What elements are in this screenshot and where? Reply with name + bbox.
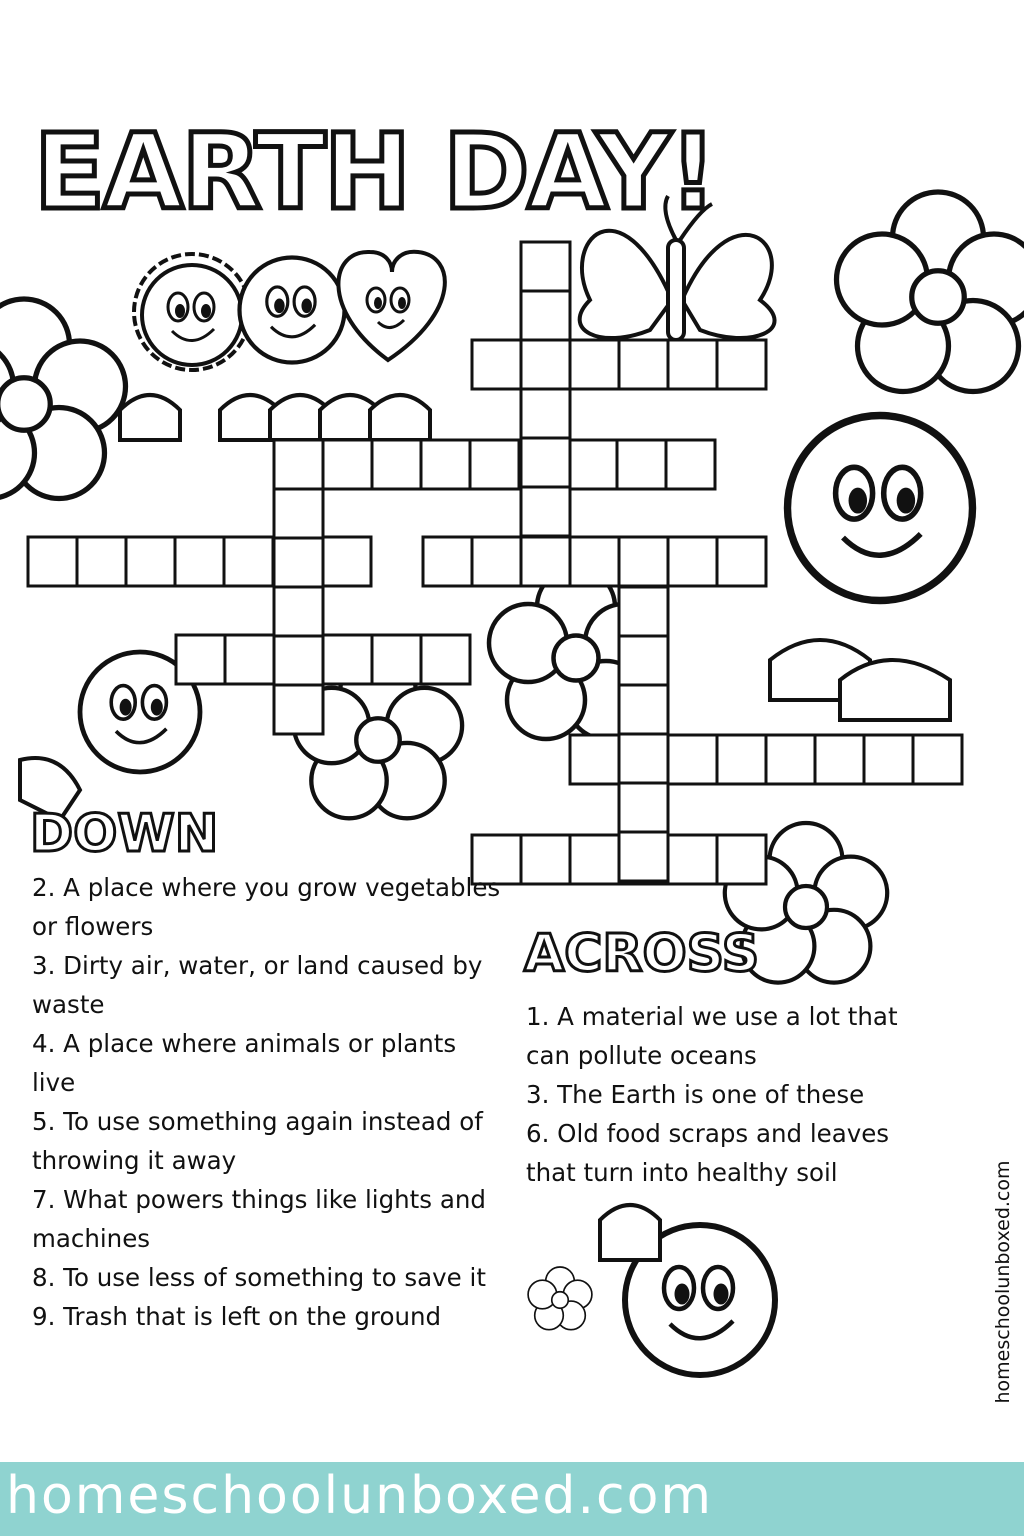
down-clue: 3. Dirty air, water, or land caused by waste <box>32 951 483 1019</box>
crossword-cell[interactable] <box>619 734 668 783</box>
crossword-cell[interactable] <box>668 340 717 389</box>
crossword-cell[interactable] <box>815 735 864 784</box>
crossword-cell[interactable] <box>570 735 619 784</box>
crossword-cell[interactable] <box>423 537 472 586</box>
across-clue: 3. The Earth is one of these <box>526 1080 865 1109</box>
across-heading: ACROSS <box>524 924 760 984</box>
earth-character-icon <box>20 652 200 820</box>
crossword-cell[interactable] <box>521 291 570 340</box>
down-clue-list <box>32 868 502 1336</box>
flower-icon <box>0 299 126 499</box>
crossword-cell[interactable] <box>666 440 715 489</box>
crossword-cell[interactable] <box>521 835 570 884</box>
crossword-cell[interactable] <box>176 635 225 684</box>
down-clue: 8. To use less of something to save it <box>32 1263 486 1292</box>
page-title: EARTH DAY! <box>34 111 715 233</box>
crossword-cell[interactable] <box>668 735 717 784</box>
crossword-cell[interactable] <box>28 537 77 586</box>
down-clue: 5. To use something again instead of throwing it away <box>32 1107 483 1175</box>
crossword-cell[interactable] <box>521 242 570 291</box>
crossword-cell[interactable] <box>717 340 766 389</box>
crossword-cell[interactable] <box>717 835 766 884</box>
crossword-cell[interactable] <box>521 340 570 389</box>
crossword-cell[interactable] <box>619 783 668 832</box>
footer-link[interactable]: homeschoolunboxed.com <box>6 1466 714 1526</box>
crossword-cell[interactable] <box>570 340 619 389</box>
crossword-cell[interactable] <box>472 340 521 389</box>
across-clue: 6. Old food scraps and leaves that turn into healthy soil <box>526 1119 890 1187</box>
crossword-cell[interactable] <box>521 389 570 438</box>
crossword-cell[interactable] <box>470 440 519 489</box>
crossword-cell[interactable] <box>274 636 323 685</box>
crossword-cell[interactable] <box>323 635 372 684</box>
crossword-cell[interactable] <box>668 537 717 586</box>
crossword-cell[interactable] <box>521 487 570 536</box>
down-clue: 7. What powers things like lights and machines <box>32 1185 486 1253</box>
crossword-cell[interactable] <box>766 735 815 784</box>
heart-character-icon <box>320 252 445 440</box>
crossword-cell[interactable] <box>619 636 668 685</box>
crossword-cell[interactable] <box>668 835 717 884</box>
crossword-cell[interactable] <box>274 587 323 636</box>
crossword-cell[interactable] <box>225 635 274 684</box>
crossword-cell[interactable] <box>717 537 766 586</box>
crossword-cell[interactable] <box>619 537 668 586</box>
crossword-cell[interactable] <box>568 440 617 489</box>
crossword-cell[interactable] <box>323 440 372 489</box>
crossword-cell[interactable] <box>864 735 913 784</box>
crossword-cell[interactable] <box>274 538 323 587</box>
website-vertical-label: homeschoolunboxed.com <box>992 1160 1014 1404</box>
crossword-cell[interactable] <box>472 537 521 586</box>
crossword-cell[interactable] <box>619 587 668 636</box>
crossword-cell[interactable] <box>372 635 421 684</box>
crossword-cell[interactable] <box>913 735 962 784</box>
flower-icon <box>837 192 1024 392</box>
crossword-cell[interactable] <box>77 537 126 586</box>
crossword-cell[interactable] <box>617 440 666 489</box>
crossword-cell[interactable] <box>421 440 470 489</box>
earth-character-icon <box>770 416 973 721</box>
crossword-cell[interactable] <box>274 685 323 734</box>
crossword-cell[interactable] <box>274 440 323 489</box>
crossword-cell[interactable] <box>175 537 224 586</box>
crossword-cell[interactable] <box>619 832 668 881</box>
crossword-cell[interactable] <box>570 537 619 586</box>
down-heading: DOWN <box>30 804 219 864</box>
crossword-cell[interactable] <box>421 635 470 684</box>
down-clue: 2. A place where you grow vegetables or flowers <box>32 873 501 941</box>
crossword-cell[interactable] <box>619 340 668 389</box>
crossword-cell[interactable] <box>126 537 175 586</box>
crossword-cell[interactable] <box>322 537 371 586</box>
down-clue: 4. A place where animals or plants live <box>32 1029 457 1097</box>
crossword-cell[interactable] <box>521 438 570 487</box>
flower-icon <box>528 1267 592 1330</box>
crossword-cell[interactable] <box>619 685 668 734</box>
crossword-cell[interactable] <box>372 440 421 489</box>
across-clue: 1. A material we use a lot that can pollute oceans <box>526 1002 898 1070</box>
crossword-cell[interactable] <box>274 489 323 538</box>
crossword-cell[interactable] <box>570 835 619 884</box>
down-clue: 9. Trash that is left on the ground <box>32 1302 442 1331</box>
crossword-cell[interactable] <box>717 735 766 784</box>
crossword-cell[interactable] <box>521 537 570 586</box>
earth-character-icon <box>600 1205 775 1375</box>
across-clue-list <box>526 997 926 1192</box>
crossword-cell[interactable] <box>224 537 273 586</box>
